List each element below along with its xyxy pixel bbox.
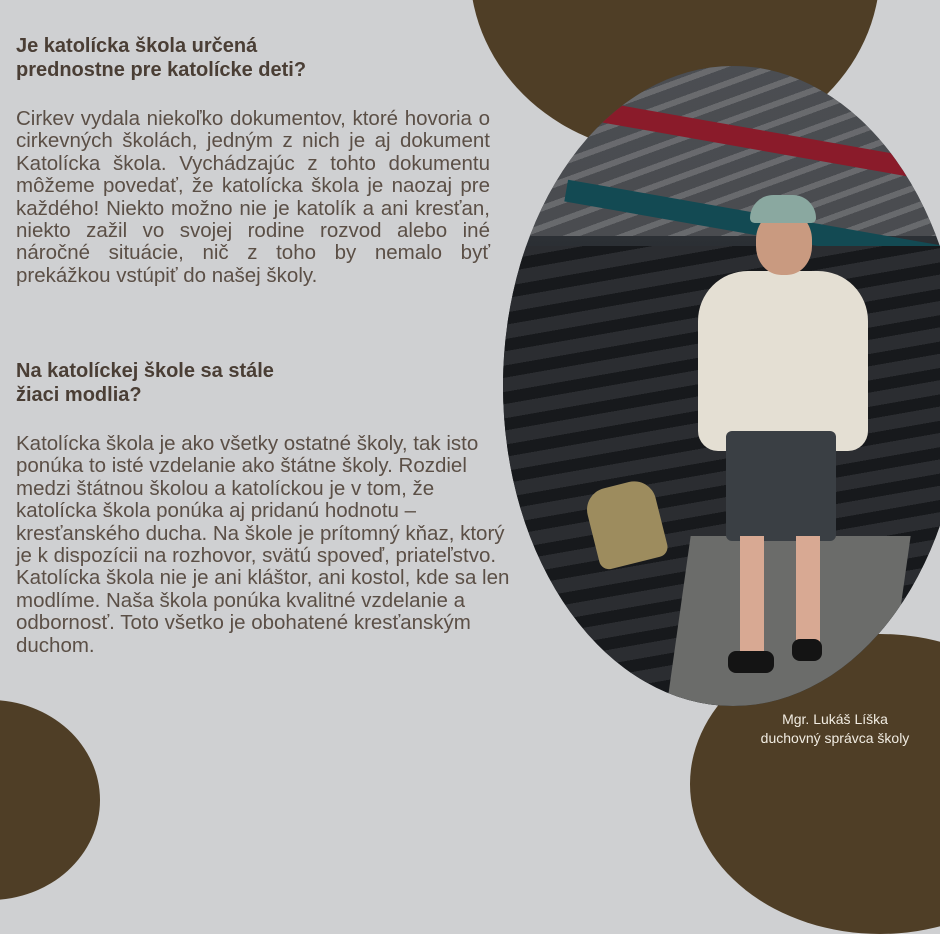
section2-body: Katolícka škola je ako všetky ostatné školy, tak isto ponúka to isté vzdelanie ako štátne školy. Rozdiel medzi štátnou školou a katolíckou je v tom, že katolícka škola ponúka aj pridanú hodnotu – kresťanského ducha. Na škole je prítomný kňaz, ktorý je k dispozícii na rozhovor, svätú spoveď, priateľstvo. Katolícka škola nie je ani kláštor, ani kostol, kde sa len modlíme. Naša škola ponúka kvalitné vzdelanie a odbornosť. Toto všetko je obohatené kresťanským duchom. (16, 432, 510, 657)
shorts (726, 431, 836, 541)
right-leg (796, 536, 820, 646)
caption-name: Mgr. Lukáš Líška (782, 711, 888, 727)
decorative-blob-bottom-left (0, 700, 100, 900)
sweater (698, 271, 868, 451)
section2-heading: Na katolíckej škole sa stále žiaci modlia? (16, 360, 274, 406)
person-figure (698, 191, 868, 691)
cap (750, 195, 816, 223)
photo-caption (735, 710, 935, 748)
section1-body: Cirkev vydala niekoľko dokumentov, ktoré hovoria o cirkevných školách, jedným z nich je aj dokument Katolícka škola. Vychádzajúc z tohto dokumentu môžeme povedať, že katolícka škola je naozaj pre každého! Niekto možno nie je katolík a ani kresťan, niekto zažil vo svojej rodine rozvod alebo iné náročné situácie, nič z toho by nemalo byť prekážkou vstúpiť do našej školy. (16, 107, 490, 287)
left-leg (740, 536, 764, 656)
left-shoe (728, 651, 774, 673)
caption-role: duchovný správca školy (760, 730, 910, 746)
section1-heading: Je katolícka škola určená prednostne pre katolícke deti? (16, 35, 307, 81)
portrait-photo (503, 66, 940, 706)
right-shoe (792, 639, 822, 661)
